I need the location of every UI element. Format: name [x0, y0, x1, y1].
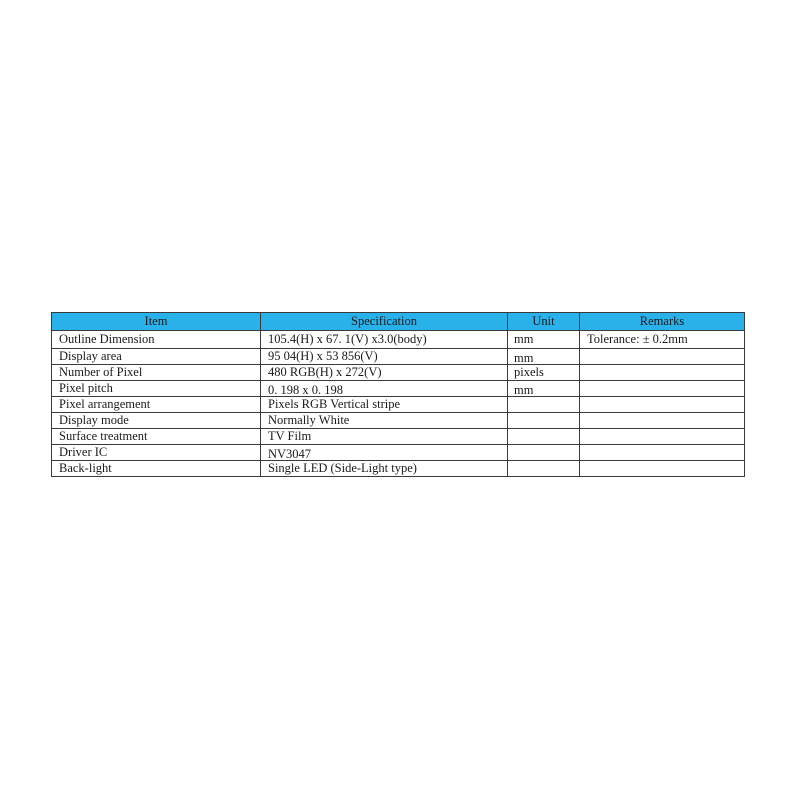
table-row [52, 461, 745, 477]
table-row [52, 397, 745, 413]
unit-cell: mm [508, 331, 580, 349]
unit-cell [508, 413, 580, 429]
remarks-cell [580, 381, 745, 397]
remarks-cell [580, 413, 745, 429]
unit-cell [508, 445, 580, 461]
remarks-cell [580, 349, 745, 365]
spec-cell: Normally White [261, 413, 508, 429]
spec-cell: NV3047 [261, 445, 508, 461]
remarks-cell [580, 397, 745, 413]
table-row [52, 349, 745, 365]
remarks-cell [580, 429, 745, 445]
table-row [52, 331, 745, 349]
spec-cell: Pixels RGB Vertical stripe [261, 397, 508, 413]
item-cell: Number of Pixel [52, 365, 261, 381]
unit-cell [508, 397, 580, 413]
header-unit: Unit [508, 313, 580, 331]
table-header-row [52, 313, 745, 331]
header-specification: Specification [261, 313, 508, 331]
spec-cell: 480 RGB(H) x 272(V) [261, 365, 508, 381]
table-row [52, 381, 745, 397]
spec-cell: 95 04(H) x 53 856(V) [261, 349, 508, 365]
table-row [52, 413, 745, 429]
remarks-cell [580, 461, 745, 477]
unit-cell: mm [508, 381, 580, 397]
remarks-cell [580, 445, 745, 461]
item-cell: Display area [52, 349, 261, 365]
spec-cell: Single LED (Side-Light type) [261, 461, 508, 477]
item-cell: Surface treatment [52, 429, 261, 445]
item-cell: Display mode [52, 413, 261, 429]
spec-cell: 0. 198 x 0. 198 [261, 381, 508, 397]
unit-cell [508, 461, 580, 477]
item-cell: Outline Dimension [52, 331, 261, 349]
item-cell: Back-light [52, 461, 261, 477]
unit-cell [508, 429, 580, 445]
specification-table [51, 312, 745, 477]
table-row [52, 445, 745, 461]
unit-cell: pixels [508, 365, 580, 381]
spec-cell: TV Film [261, 429, 508, 445]
header-item: Item [52, 313, 261, 331]
remarks-cell: Tolerance: ± 0.2mm [580, 331, 745, 349]
remarks-cell [580, 365, 745, 381]
header-remarks: Remarks [580, 313, 745, 331]
table-row [52, 365, 745, 381]
item-cell: Pixel pitch [52, 381, 261, 397]
table-row [52, 429, 745, 445]
unit-cell: mm [508, 349, 580, 365]
spec-cell: 105.4(H) x 67. 1(V) x3.0(body) [261, 331, 508, 349]
item-cell: Driver IC [52, 445, 261, 461]
item-cell: Pixel arrangement [52, 397, 261, 413]
